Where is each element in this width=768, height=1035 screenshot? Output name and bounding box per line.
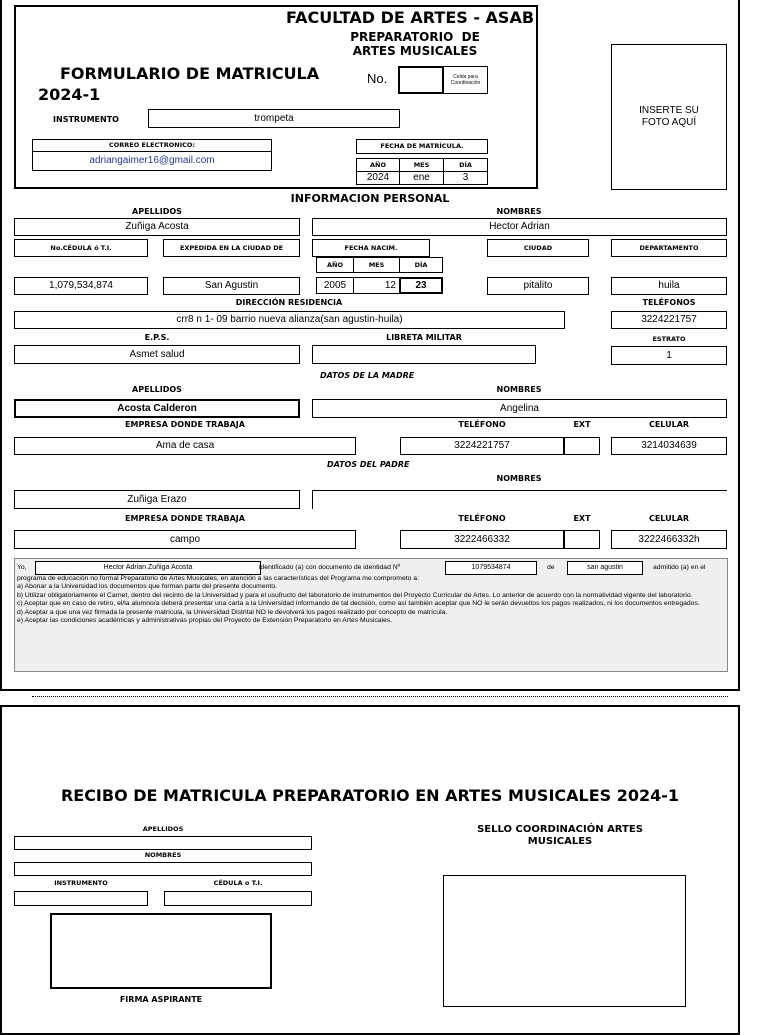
program-line-2: ARTES MUSICALES	[352, 44, 478, 58]
mother-ext-label: EXT	[573, 420, 591, 429]
mother-surnames-label: APELLIDOS	[132, 385, 182, 394]
terms-line-2: a) Abonar a la Universidad los documentos que forman parte del presente documento.	[17, 583, 277, 591]
receipt-instrument-label: INSTRUMENTO	[54, 879, 108, 887]
dept-field[interactable]: huila	[611, 277, 727, 295]
instrument-label: INSTRUMENTO	[53, 115, 119, 124]
address-field[interactable]: crr8 n 1- 09 barrio nueva alianza(san agustin-huila)	[14, 311, 565, 329]
terms-doc-number[interactable]: 1079534874	[445, 561, 537, 575]
father-ext-label: EXT	[573, 514, 591, 523]
signature-label: FIRMA ASPIRANTE	[119, 995, 203, 1004]
surnames-field[interactable]: Zuñiga Acosta	[14, 218, 300, 236]
id-field[interactable]: 1,079,534,874	[14, 277, 148, 295]
mother-company-label: EMPRESA DONDE TRABAJA	[125, 420, 245, 429]
mother-phone-label: TELÉFONO	[458, 420, 506, 429]
names-field[interactable]: Hector Adrian	[312, 218, 727, 236]
terms-admitted: admitido (a) en el	[653, 564, 706, 571]
father-section-title: DATOS DEL PADRE	[327, 460, 410, 469]
eps-field[interactable]: Asmet salud	[14, 345, 300, 364]
enroll-day-field[interactable]: 3	[443, 171, 488, 185]
birth-month-label: MES	[353, 257, 400, 273]
birth-month-field[interactable]: 12	[353, 277, 400, 294]
dept-label-cell: DEPARTAMENTO	[611, 239, 727, 257]
mother-company-field[interactable]: Ama de casa	[14, 437, 356, 455]
birth-day-label: DÍA	[399, 257, 443, 273]
faculty-title: FACULTAD DE ARTES - ASAB	[285, 8, 535, 27]
terms-line-1: programa de educación no formal Preparatorio de Artes Musicales, en atención a las características del Programa me comprometo a:	[17, 575, 419, 582]
father-names-field[interactable]	[312, 490, 727, 509]
city-label-cell: CIUDAD	[487, 239, 589, 257]
mother-surnames-field[interactable]: Acosta Calderon	[14, 399, 300, 418]
birth-label-cell: FECHA NACIM.	[312, 239, 430, 257]
receipt-instrument-field[interactable]	[14, 891, 148, 906]
stratum-label: ESTRATO	[652, 335, 686, 343]
cut-line	[32, 696, 728, 697]
mother-ext-field[interactable]	[564, 437, 600, 455]
enroll-day-label: DÍA	[443, 158, 488, 172]
mother-section-title: DATOS DE LA MADRE	[320, 371, 415, 380]
id-label-cell: No.CÉDULA ó T.I.	[14, 239, 148, 257]
commitment-terms	[14, 558, 728, 672]
terms-from-city[interactable]: san agustin	[567, 561, 643, 575]
program-line-1: PREPARATORIO DE	[350, 30, 480, 44]
birth-day-field[interactable]: 23	[399, 277, 443, 294]
terms-line-5: d) Aceptar a que una vez firmada la presente matrícula, la Universidad Distrital NO le devolverá los pagos realizado por concepto de matrícula.	[17, 608, 448, 616]
email-label-cell: CORREO ELECTRONICO:	[32, 139, 272, 152]
receipt-id-field[interactable]	[164, 891, 312, 906]
receipt-title: RECIBO DE MATRICULA PREPARATORIO EN ARTES MUSICALES 2024-1	[60, 786, 680, 805]
receipt-surnames-field[interactable]	[14, 836, 312, 850]
eps-label: E.P.S.	[144, 333, 170, 342]
email-field[interactable]: adriangaimer16@gmail.com	[32, 151, 272, 171]
father-company-field[interactable]: campo	[14, 530, 356, 549]
personal-section-title: INFORMACION PERSONAL	[290, 192, 450, 205]
issued-city-field[interactable]: San Agustin	[163, 277, 300, 295]
father-company-label: EMPRESA DONDE TRABAJA	[125, 514, 245, 523]
phones-label: TELÉFONOS	[642, 298, 696, 307]
birth-year-field[interactable]: 2005	[316, 277, 354, 294]
father-phone-label: TELÉFONO	[458, 514, 506, 523]
military-label: LIBRETA MILITAR	[386, 333, 462, 342]
terms-student-name[interactable]: Hector Adrian Zuñiga Acosta	[35, 561, 261, 575]
signature-box[interactable]	[50, 913, 272, 989]
stamp-box[interactable]	[443, 875, 686, 1007]
form-title: FORMULARIO DE MATRICULA	[60, 64, 320, 83]
receipt-id-label: CÉDULA o T.I.	[213, 879, 263, 887]
surnames-label: APELLIDOS	[132, 207, 182, 216]
city-field[interactable]: pitalito	[487, 277, 589, 295]
father-phone-field[interactable]: 3222466332	[400, 530, 564, 549]
receipt-surnames-label: APELLIDOS	[142, 825, 184, 833]
names-label: NOMBRES	[496, 207, 542, 216]
terms-line-6: e) Aceptar las condiciones académicas y administrativas propias del Proyecto de Extensión Preparatorio en Artes Musicales.	[17, 617, 393, 625]
form-year: 2024-1	[38, 85, 101, 104]
registration-number-field[interactable]	[398, 66, 444, 94]
terms-de: de	[547, 564, 555, 571]
stratum-field[interactable]: 1	[611, 346, 727, 365]
enroll-date-label: FECHA DE MATRÍCULA.	[356, 139, 488, 154]
father-ext-field[interactable]	[564, 530, 600, 549]
mother-cell-label: CELULAR	[648, 420, 690, 429]
stamp-label: SELLO COORDINACIÓN ARTES MUSICALES	[477, 824, 643, 847]
address-label: DIRECCIÓN RESIDENCIA	[235, 298, 343, 307]
receipt-names-label: NOMBRES	[144, 851, 182, 859]
coordination-cell-note: Celda para Coordinación	[443, 66, 488, 94]
terms-line-3: b) Utilizar obligatoriamente el Carnet, dentro del recinto de la Universidad y para el usufructo del laboratorio de instrumentos del Proyecto Curricular de Artes. Lo anterior de acuerdo con la normatividad vigente del laboratorio.	[17, 591, 693, 599]
terms-line-4: c) Aceptar que en caso de retiro, el/la alumno/a deberá presentar una carta a la Universidad informando de tal decisión, como así también aceptar que NO le serán devueltos los pagos realizados, ni los documentos entregados.	[17, 600, 700, 608]
mother-names-field[interactable]: Angelina	[312, 399, 727, 418]
mother-names-label: NOMBRES	[496, 385, 542, 394]
enroll-month-label: MES	[399, 158, 444, 172]
instrument-field[interactable]: trompeta	[148, 109, 400, 128]
enroll-year-label: AÑO	[356, 158, 400, 172]
enroll-month-field[interactable]: ene	[399, 171, 444, 185]
number-label: No.	[367, 71, 388, 86]
receipt-names-field[interactable]	[14, 862, 312, 876]
father-names-label: NOMBRES	[496, 474, 542, 483]
issued-label-cell: EXPEDIDA EN LA CIUDAD DE	[163, 239, 300, 257]
military-field[interactable]	[312, 345, 536, 364]
terms-identified: identificado (a) con documento de identidad Nº	[259, 564, 401, 571]
photo-placeholder[interactable]: INSERTE SU FOTO AQUÍ	[611, 44, 727, 190]
mother-cell-field[interactable]: 3214034639	[611, 437, 727, 455]
father-cell-field[interactable]: 3222466332h	[611, 530, 727, 549]
terms-yo: Yo,	[17, 564, 27, 571]
father-surnames-field[interactable]: Zuñiga Erazo	[14, 490, 300, 509]
father-cell-label: CELULAR	[648, 514, 690, 523]
mother-phone-field[interactable]: 3224221757	[400, 437, 564, 455]
phone-field[interactable]: 3224221757	[611, 311, 727, 329]
birth-year-label: AÑO	[316, 257, 354, 273]
enroll-year-field[interactable]: 2024	[356, 171, 400, 185]
